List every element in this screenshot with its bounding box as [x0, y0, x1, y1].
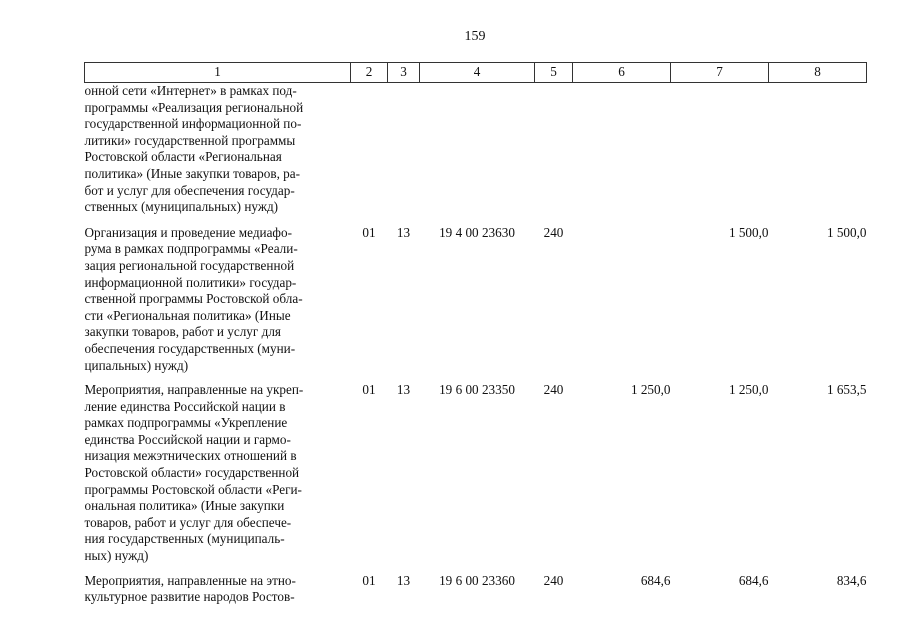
section-code: 01	[362, 224, 376, 240]
description-line: Мероприятия, направленные на укреп-	[84, 382, 304, 398]
description-line: ных) нужд)	[84, 548, 149, 564]
table-row	[85, 83, 867, 225]
amount-col-6: 1 250,0	[630, 382, 671, 398]
expense-type-code	[535, 83, 573, 225]
target-article-code: 19 6 00 23350	[439, 382, 515, 398]
column-header-2: 2	[351, 63, 388, 83]
description-line: ния государственных (муниципаль-	[84, 531, 285, 547]
table-row	[85, 573, 867, 606]
subsection-code: 13	[396, 572, 411, 588]
subsection-code: 13	[396, 224, 411, 240]
target-article-code: 19 6 00 23360	[439, 572, 515, 588]
description-line: ственной программы Ростовской обла-	[84, 291, 303, 307]
table-header-row	[85, 63, 867, 83]
description-line: политика» (Иные закупки товаров, ра-	[84, 165, 301, 181]
row-description	[85, 573, 351, 606]
section-code: 01	[362, 382, 376, 398]
column-header-1: 1	[85, 63, 351, 83]
description-line: ональная политика» (Иные закупки	[84, 498, 285, 514]
description-line: программы «Реализация региональной	[84, 99, 304, 115]
budget-table	[84, 62, 867, 606]
description-line: низация межэтнических отношений в	[84, 448, 297, 464]
page-number: 159	[464, 29, 486, 44]
amount-col-6: 684,6	[640, 572, 671, 588]
description-line: онной сети «Интернет» в рамках под-	[84, 83, 297, 98]
amount-col-7: 684,6	[738, 572, 769, 588]
description-line: Ростовской области» государственной	[84, 465, 300, 481]
expense-type-code: 240	[543, 382, 564, 398]
description-line: бот и услуг для обеспечения государ-	[84, 182, 295, 198]
row-description	[85, 83, 351, 225]
description-line: товаров, работ и услуг для обеспече-	[84, 514, 292, 530]
description-line: Организация и проведение медиафо-	[84, 224, 292, 240]
description-line: культурное развитие народов Ростов-	[84, 589, 295, 605]
description-line: государственной информационной по-	[84, 116, 302, 132]
row-description	[85, 225, 351, 382]
description-line: Ростовской области «Региональная	[84, 149, 282, 165]
target-article-code: 19 4 00 23630	[439, 224, 515, 240]
expense-type-code: 240	[543, 224, 564, 240]
target-article-code	[420, 83, 535, 225]
amount-col-6	[573, 225, 671, 382]
amount-col-8: 1 653,5	[826, 382, 867, 398]
description-line: информационной политики» государ-	[84, 274, 297, 290]
description-line: ципальных) нужд)	[84, 357, 189, 373]
description-line: сти «Региональная политика» (Иные	[84, 307, 291, 323]
subsection-code: 13	[396, 382, 411, 398]
amount-col-7: 1 500,0	[728, 224, 769, 240]
column-header-8: 8	[769, 63, 867, 83]
section-code: 01	[362, 572, 376, 588]
section-code	[351, 83, 388, 225]
table-row	[85, 225, 867, 382]
column-header-5: 5	[535, 63, 573, 83]
amount-col-7	[671, 83, 769, 225]
amount-col-7: 1 250,0	[728, 382, 769, 398]
amount-col-8	[769, 83, 867, 225]
description-line: Мероприятия, направленные на этно-	[84, 572, 296, 588]
description-line: зация региональной государственной	[84, 257, 295, 273]
description-line: единства Российской нации и гармо-	[84, 431, 291, 447]
column-header-7: 7	[671, 63, 769, 83]
description-line: закупки товаров, работ и услуг для	[84, 324, 281, 340]
amount-col-8: 1 500,0	[826, 224, 867, 240]
column-header-3: 3	[388, 63, 420, 83]
description-line: литики» государственной программы	[84, 132, 296, 148]
description-line: программы Ростовской области «Реги-	[84, 481, 302, 497]
table-row	[85, 382, 867, 573]
column-header-4: 4	[420, 63, 535, 83]
amount-col-8: 834,6	[836, 572, 867, 588]
description-line: обеспечения государственных (муни-	[84, 340, 296, 356]
amount-col-6	[573, 83, 671, 225]
description-line: рамках подпрограммы «Укрепление	[84, 415, 288, 431]
column-header-6: 6	[573, 63, 671, 83]
description-line: ление единства Российской нации в	[84, 398, 286, 414]
description-line: рума в рамках подпрограммы «Реали-	[84, 241, 298, 257]
description-line: ственных (муниципальных) нужд)	[84, 199, 279, 215]
subsection-code	[388, 83, 420, 225]
row-description	[85, 382, 351, 573]
expense-type-code: 240	[543, 572, 564, 588]
